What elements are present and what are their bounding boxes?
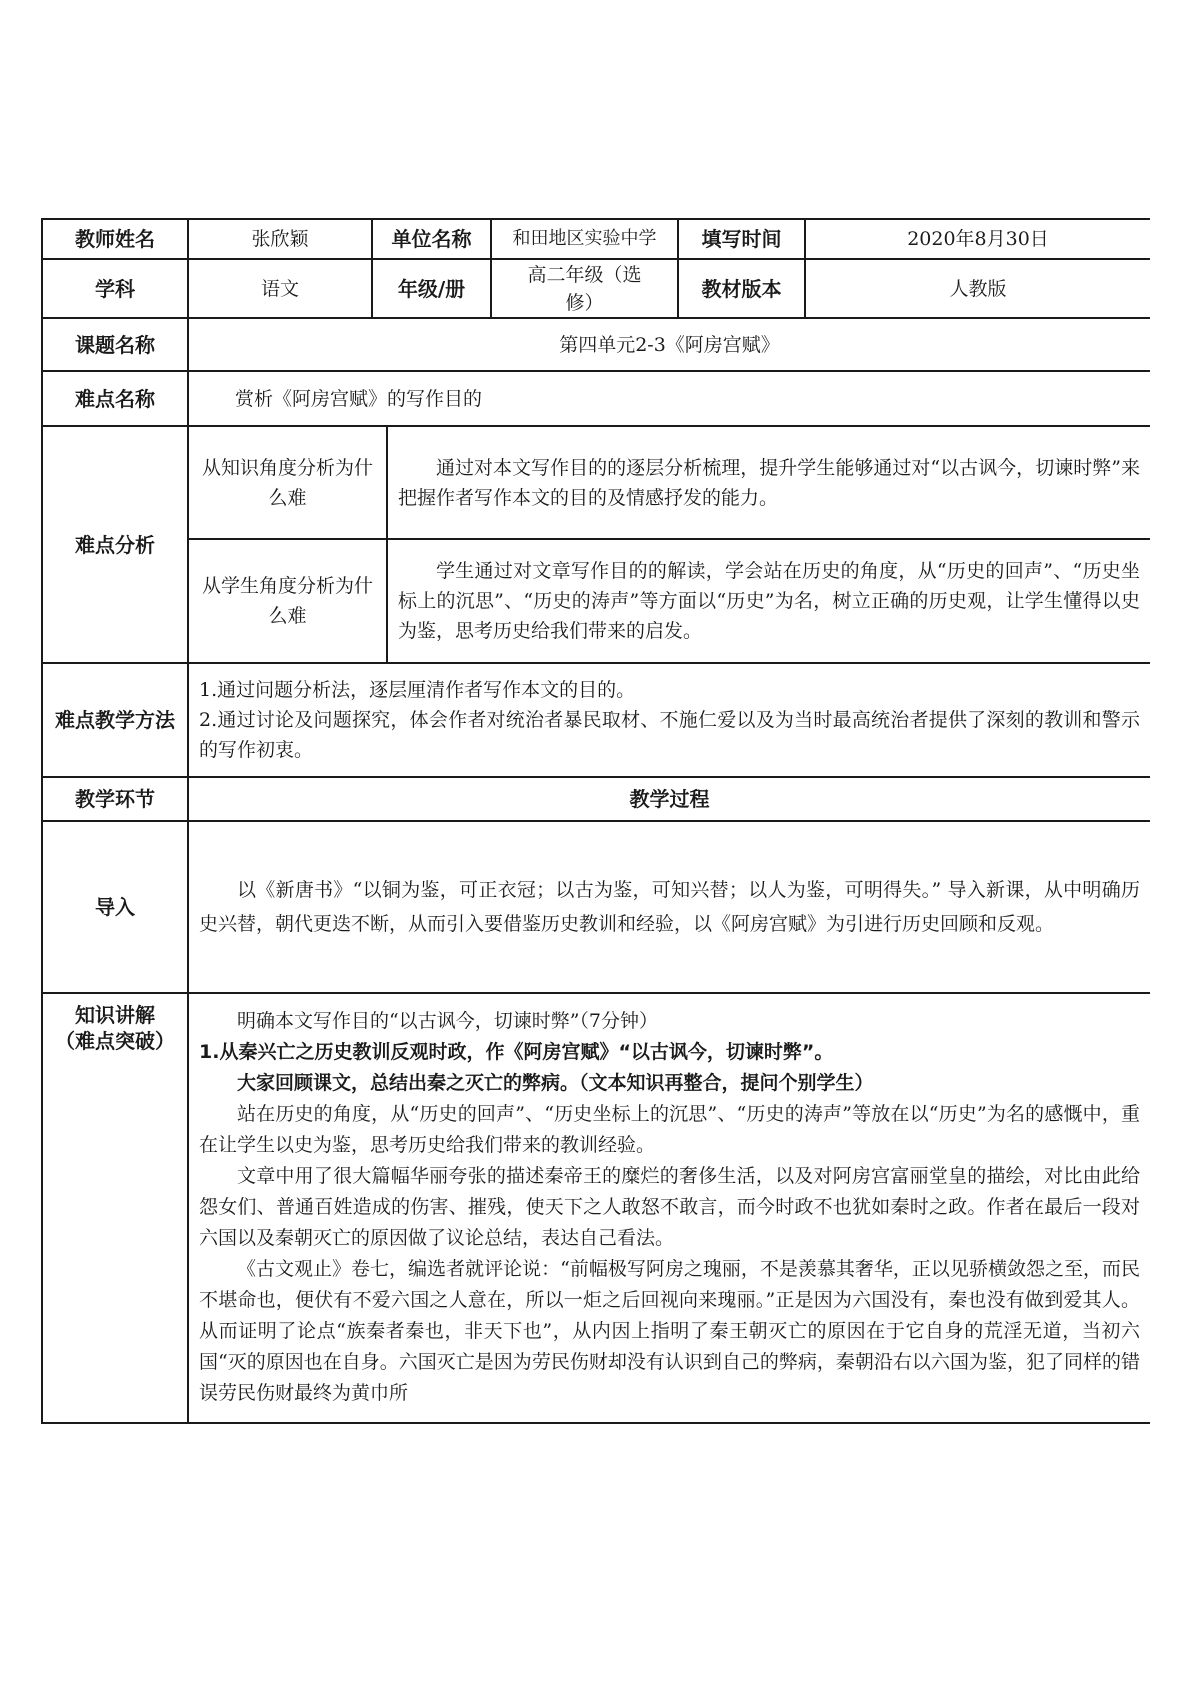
date-label: 填写时间 bbox=[678, 219, 805, 259]
method-row bbox=[42, 663, 1150, 777]
knowledge-label-line1: 知识讲解 bbox=[75, 1003, 155, 1027]
textbook-label: 教材版本 bbox=[678, 259, 805, 318]
knowledge-angle-label: 从知识角度分析为什么难 bbox=[189, 427, 387, 539]
knowledge-row bbox=[42, 993, 1150, 1423]
intro-row bbox=[42, 821, 1150, 993]
process-header-row bbox=[42, 777, 1150, 821]
knowledge-label-line2: （难点突破） bbox=[55, 1029, 175, 1053]
method-item-2: 2.通过讨论及问题探究，体会作者对统治者暴民取材、不施仁爱以及为当时最高统治者提供了深刻的教训和警示的写作初衷。 bbox=[199, 709, 1140, 761]
lesson-plan-sheet bbox=[41, 218, 1150, 1518]
topic-row bbox=[42, 318, 1150, 371]
topic-label: 课题名称 bbox=[42, 318, 188, 371]
subject-value: 语文 bbox=[188, 259, 372, 318]
process-label: 教学过程 bbox=[188, 777, 1150, 821]
grade-value: 高二年级（选修） bbox=[491, 259, 678, 318]
teacher-value: 张欣颖 bbox=[188, 219, 372, 259]
analysis-label: 难点分析 bbox=[42, 426, 188, 663]
method-label: 难点教学方法 bbox=[42, 663, 188, 777]
unit-label: 单位名称 bbox=[372, 219, 491, 259]
analysis-row bbox=[42, 426, 1150, 663]
teacher-label: 教师姓名 bbox=[42, 219, 188, 259]
knowledge-p6: 《古文观止》卷七，编选者就评论说：“前幅极写阿房之瑰丽，不是羡慕其奢华，正以见骄横敛怨之至，而民不堪命也，便伏有不爱六国之人意在，所以一炬之后回视向来瑰丽。”正是因为六国没有，秦也没有做到爱其人。从而证明了论点“族秦者秦也，非天下也”，从内因上指明了秦王朝灭亡的原因在于它自身的荒淫无道，当初六国“灭的原因也在自身。六国灭亡是因为劳民伤财却没有认识到自己的弊病，秦朝沿右以六国为鉴，犯了同样的错误劳民伤财最终为黄巾所 bbox=[199, 1258, 1140, 1404]
student-angle-label: 从学生角度分析为什么难 bbox=[189, 539, 387, 662]
knowledge-label bbox=[42, 993, 188, 1423]
knowledge-content bbox=[188, 993, 1150, 1423]
knowledge-p5: 文章中用了很大篇幅华丽夸张的描述秦帝王的糜烂的奢侈生活，以及对阿房宫富丽堂皇的描绘，对比由此给怨女们、普通百姓造成的伤害、摧残，使天下之人敢怒不敢言，而今时政不也犹如秦时之政。作者在最后一段对六国以及秦朝灭亡的原因做了议论总结，表达自己看法。 bbox=[199, 1165, 1140, 1249]
difficulty-value: 赏析《阿房宫赋》的写作目的 bbox=[188, 371, 1150, 426]
knowledge-p2: 1.从秦兴亡之历史教训反观时政，作《阿房宫赋》“以古讽今，切谏时弊”。 bbox=[199, 1041, 834, 1063]
knowledge-angle-text: 通过对本文写作目的的逐层分析梳理，提升学生能够通过对“以古讽今，切谏时弊”来把握作者写作本文的目的及情感抒发的能力。 bbox=[398, 456, 1140, 509]
topic-value: 第四单元2-3《阿房宫赋》 bbox=[188, 318, 1150, 371]
analysis-subtable bbox=[189, 427, 1150, 662]
method-item-1: 1.通过问题分析法，逐层厘清作者写作本文的目的。 bbox=[199, 679, 636, 701]
intro-text: 以《新唐书》“以铜为鉴，可正衣冠；以古为鉴，可知兴替；以人为鉴，可明得失。” 导入新课，从中明确历史兴替，朝代更迭不断，从而引入要借鉴历史教训和经验，以《阿房宫赋》为引进行历史回顾和反观。 bbox=[188, 821, 1150, 993]
intro-label: 导入 bbox=[42, 821, 188, 993]
difficulty-label: 难点名称 bbox=[42, 371, 188, 426]
method-content bbox=[188, 663, 1150, 777]
knowledge-p1: 明确本文写作目的“以古讽今，切谏时弊”（7分钟） bbox=[237, 1010, 659, 1032]
header-row-2 bbox=[42, 259, 1150, 318]
process-step-label: 教学环节 bbox=[42, 777, 188, 821]
lesson-plan-table bbox=[41, 218, 1150, 1424]
grade-label: 年级/册 bbox=[372, 259, 491, 318]
knowledge-p4: 站在历史的角度，从“历史的回声”、“历史坐标上的沉思”、“历史的涛声”等放在以“历史”为名的感慨中，重在让学生以史为鉴，思考历史给我们带来的教训经验。 bbox=[199, 1103, 1140, 1156]
knowledge-p3: 大家回顾课文，总结出秦之灭亡的弊病。（文本知识再整合，提问个别学生） bbox=[237, 1072, 874, 1094]
subject-label: 学科 bbox=[42, 259, 188, 318]
date-value: 2020年8月30日 bbox=[805, 219, 1150, 259]
difficulty-row bbox=[42, 371, 1150, 426]
unit-value: 和田地区实验中学 bbox=[491, 219, 678, 259]
header-row-1 bbox=[42, 219, 1150, 259]
student-angle-text: 学生通过对文章写作目的的解读，学会站在历史的角度，从“历史的回声”、“历史坐标上的沉思”、“历史的涛声”等方面以“历史”为名，树立正确的历史观，让学生懂得以史为鉴，思考历史给我们带来的启发。 bbox=[387, 539, 1150, 662]
textbook-value: 人教版 bbox=[805, 259, 1150, 318]
